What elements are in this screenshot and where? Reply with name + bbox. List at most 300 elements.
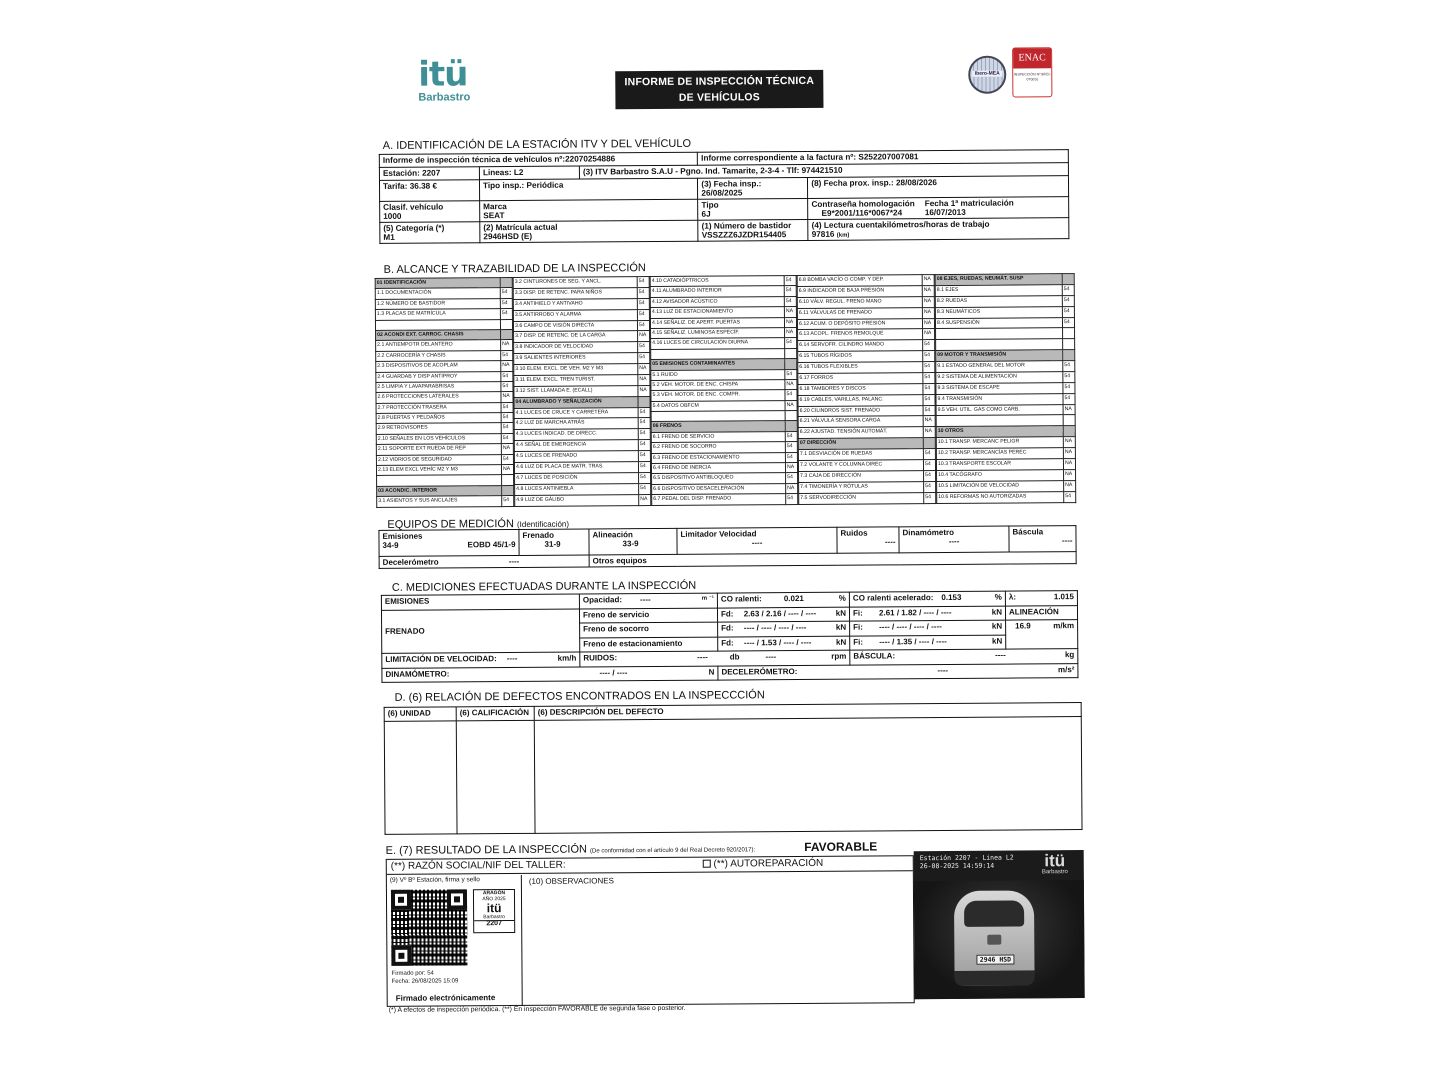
c-est-fi-label: Fi: bbox=[853, 637, 864, 647]
b-item-result: NA bbox=[1064, 480, 1076, 491]
b-item-label: 6.11 VÁLVULAS DE FRENADO bbox=[797, 307, 922, 319]
car-bumper bbox=[955, 970, 1035, 986]
b-item-label: 3.9 SALIENTES INTERIORES bbox=[514, 353, 638, 365]
b-item-result: 54 bbox=[785, 369, 797, 379]
b-item-result: 54 bbox=[501, 371, 513, 381]
itv-barbastro-logo bbox=[418, 54, 498, 104]
eq-dinamometro-value: ---- bbox=[948, 536, 960, 546]
b-item-label bbox=[936, 328, 1063, 340]
b-item-result: NA bbox=[1063, 404, 1075, 415]
b-item-label: 5.3 VEH. MOTOR. DE ENC. COMPR. bbox=[651, 390, 785, 401]
b-item-result: 54 bbox=[501, 423, 513, 433]
section-b-column bbox=[513, 276, 652, 507]
b-item-result: 54 bbox=[500, 309, 512, 319]
c-co-acel-label: CO ralenti acelerado: bbox=[852, 593, 934, 603]
b-item-result: 54 bbox=[923, 394, 935, 405]
c-rpm-value: ---- bbox=[765, 652, 777, 662]
eq-bascula-value: ---- bbox=[1061, 536, 1073, 546]
b-group-header: 04 ALUMBRADO Y SEÑALIZACIÓN bbox=[514, 396, 638, 408]
b-item-result: NA bbox=[784, 307, 796, 317]
b-item-result: 54 bbox=[501, 350, 513, 360]
fecha-insp: (3) Fecha insp.: 26/08/2025 bbox=[698, 177, 808, 199]
c-serv-fi bbox=[849, 606, 1005, 622]
marca-label: Marca bbox=[483, 202, 507, 212]
b-item-result: 54 bbox=[1062, 284, 1074, 295]
b-item-label: 4.3 LUCES INDICAD. DE DIRECC. bbox=[514, 429, 638, 441]
c-serv-fd bbox=[717, 607, 849, 622]
eq-otros-label: Otros equipos bbox=[592, 556, 647, 566]
b-item-label: 1.3 PLACAS DE MATRÍCULA bbox=[375, 309, 500, 320]
b-item-result: 54 bbox=[923, 351, 935, 362]
b-item-result: 54 bbox=[1063, 371, 1075, 382]
photo-logo bbox=[1042, 852, 1068, 875]
section-b-grid bbox=[375, 273, 1077, 507]
b-item-label: 4.1 LUCES DE CRUCE Y CARRETERA bbox=[514, 407, 638, 419]
eq-decel bbox=[379, 555, 589, 568]
b-row bbox=[377, 496, 514, 507]
c-opacidad-unit: m ⁻¹ bbox=[701, 595, 714, 602]
c-alineacion-value-cell bbox=[1006, 620, 1078, 650]
bastidor-value: VSSZZZ6JZDR154405 bbox=[701, 230, 787, 240]
c-serv-fd-unit: kN bbox=[835, 608, 847, 618]
b-item-result bbox=[1063, 426, 1075, 437]
b-item-result: 54 bbox=[501, 413, 513, 423]
matricula-label: (2) Matrícula actual bbox=[483, 222, 558, 233]
b-item-result: 54 bbox=[1062, 317, 1074, 328]
b-item-label: 6.21 VÁLVULA SENSORA CARGA bbox=[798, 416, 923, 428]
b-item-label: 6.6 DISPOSITIVO DESACELERACIÓN bbox=[652, 483, 786, 494]
b-item-result: NA bbox=[922, 307, 934, 318]
section-b-column bbox=[797, 274, 937, 505]
observaciones-label: (10) OBSERVACIONES bbox=[528, 876, 614, 886]
homolog-matric-cell bbox=[808, 197, 1069, 220]
c-limit-label: LIMITACIÓN DE VELOCIDAD: bbox=[385, 654, 497, 664]
c-serv-fi-value: 2.61 / 1.82 / ---- / ---- bbox=[878, 607, 952, 617]
eq-frenado-value: 31-9 bbox=[544, 539, 561, 549]
categoria-cell bbox=[380, 222, 480, 244]
stamp-num: 2207 bbox=[474, 920, 514, 927]
b-group-header: 03 ACONDIC. INTERIOR bbox=[377, 485, 502, 496]
b-item-result: 54 bbox=[638, 342, 650, 353]
b-item-label: 4.10 CATADIÓPTRICOS bbox=[650, 276, 784, 287]
b-item-result: NA bbox=[1063, 448, 1075, 459]
report-title-box bbox=[615, 70, 823, 109]
matricula-cell bbox=[480, 220, 698, 243]
photo-line1: Estación 2207 - Linea L2 bbox=[919, 853, 1014, 863]
b-item-result: 54 bbox=[500, 298, 512, 308]
b-item-result: NA bbox=[785, 379, 797, 389]
b-item-label: 10.2 TRANSP. MERCANCÍAS PEREC bbox=[936, 448, 1063, 460]
b-item-result: NA bbox=[922, 296, 934, 307]
lectura-value: 97816 bbox=[811, 229, 835, 239]
logo-sub-text: Barbastro bbox=[418, 91, 471, 104]
b-item-result bbox=[1063, 350, 1075, 361]
c-bascula bbox=[850, 649, 1078, 665]
b-item-label: 4.4 SEÑAL DE EMERGENCIA bbox=[514, 440, 638, 452]
c-soc-fd-label: Fd: bbox=[721, 623, 734, 633]
b-item-label: 2.4 GUARDAB Y DISP ANTIPROY bbox=[376, 371, 501, 382]
b-item-result: NA bbox=[922, 275, 934, 286]
b-item-result: 54 bbox=[639, 483, 651, 494]
b-item-label: 2.7 PROTECCIÓN TRASERA bbox=[376, 402, 501, 413]
b-item-label: 9.5 VEH. UTIL. GAS COMO CARB. bbox=[936, 404, 1063, 416]
b-item-label: 1.1 DOCUMENTACIÓN bbox=[375, 288, 500, 299]
b-item-label: 3.4 ANTIHIELO Y ANTIVAHO bbox=[513, 298, 637, 310]
b-item-result: NA bbox=[501, 465, 513, 475]
c-soc-fd bbox=[718, 621, 850, 636]
b-row bbox=[652, 494, 798, 505]
marca-cell bbox=[480, 199, 698, 222]
factura-num: Informe correspondiente a la factura nº: S252207007081 bbox=[698, 150, 1069, 166]
b-item-label: 4.7 LUCES DE POSICIÓN bbox=[515, 472, 639, 484]
tipo-value: 6J bbox=[701, 209, 711, 219]
b-item-result: 54 bbox=[638, 407, 650, 418]
c-co-acel bbox=[849, 591, 1005, 607]
b-item-label: 6.10 VÁLV. REGUL. FRENO MANO bbox=[797, 296, 922, 308]
c-limit-unit: km/h bbox=[557, 653, 577, 663]
b-item-label: 2.13 ELEM EXCL VEHÍC M2 Y M3 bbox=[376, 465, 501, 476]
categoria-label: (5) Categoría (*) bbox=[383, 223, 445, 233]
eq-decel-label: Decelerómetro bbox=[382, 557, 439, 567]
resultado-favorable: FAVORABLE bbox=[804, 839, 878, 854]
b-item-result: NA bbox=[923, 427, 935, 438]
b-item-result bbox=[785, 359, 797, 369]
photo-line2: 26-08-2025 14:59:14 bbox=[919, 861, 995, 871]
b-item-label: 6.8 BOMBA VACÍO O COMP. Y DEP. bbox=[797, 275, 922, 287]
b-item-result: NA bbox=[1064, 469, 1076, 480]
b-item-label: 6.12 ACUM. O DEPÓSITO PRESIÓN bbox=[797, 318, 922, 330]
b-row bbox=[799, 492, 936, 504]
b-item-label: 6.17 FORROS bbox=[798, 373, 923, 385]
homolog-value: E9*2001/116*0067*24 bbox=[821, 208, 903, 218]
c-est-fd bbox=[718, 636, 850, 651]
b-item-label: 9.2 SISTEMA DE ALIMENTACIÓN bbox=[936, 372, 1063, 384]
b-item-label: 2.6 PROTECCIONES LATERALES bbox=[376, 392, 501, 403]
section-b-column bbox=[935, 273, 1077, 504]
b-item-label bbox=[936, 415, 1063, 427]
b-group-header: 01 IDENTIFICACIÓN bbox=[375, 278, 500, 289]
b-item-result: NA bbox=[501, 444, 513, 454]
clasif-value: 1000 bbox=[383, 211, 402, 221]
enac-label: ENAC bbox=[1013, 48, 1051, 68]
c-alineacion-unit: m/km bbox=[1053, 621, 1075, 631]
section-e-note: (De conformidad con el artículo 9 del Real Decreto 920/2017): bbox=[590, 847, 756, 855]
taller-row bbox=[387, 856, 913, 875]
c-est-fd-label: Fd: bbox=[721, 637, 734, 648]
section-b-title: B. ALCANCE Y TRAZABILIDAD DE LA INSPECCIÓN bbox=[383, 262, 646, 276]
b-item-result bbox=[502, 485, 514, 495]
b-item-result bbox=[1062, 274, 1074, 285]
d-col-unidad: (6) UNIDAD bbox=[384, 707, 456, 722]
d-calif-body bbox=[456, 720, 535, 834]
equipos-title-text: EQUIPOS DE MEDICIÓN bbox=[387, 518, 514, 531]
b-group-header: 02 ACONDI EXT. CARROC. CHASIS bbox=[376, 330, 501, 341]
b-item-label: 6.3 FRENO DE ESTACIONAMIENTO bbox=[651, 452, 785, 463]
b-item-result: 54 bbox=[923, 405, 935, 416]
eq-alineacion-label: Alineación bbox=[592, 530, 633, 540]
b-item-result: NA bbox=[784, 317, 796, 327]
lectura-unit: (km) bbox=[836, 232, 850, 239]
section-b-column bbox=[375, 277, 515, 508]
b-item-label: 8.1 EJES bbox=[935, 285, 1062, 297]
b-item-result: NA bbox=[1063, 458, 1075, 469]
eq-alineacion bbox=[589, 528, 677, 555]
eq-limitador-value: ---- bbox=[751, 538, 763, 548]
b-item-label: 3.11 ELEM. EXCL. TREN TURIST. bbox=[514, 375, 638, 387]
b-item-label: 6.16 TUBOS FLEXIBLES bbox=[798, 362, 923, 374]
c-lambda-value: 1.015 bbox=[1053, 592, 1074, 602]
b-item-result: 54 bbox=[500, 288, 512, 298]
b-item-label: 4.16 LUCES DE CIRCULACIÓN DIURNA bbox=[651, 338, 785, 349]
b-item-result bbox=[923, 438, 935, 449]
c-ruidos-value: ---- bbox=[697, 652, 708, 662]
c-soc-fi-label: Fi: bbox=[853, 622, 863, 632]
autorep bbox=[703, 858, 824, 870]
c-alineacion-label: ALINEACIÓN bbox=[1005, 605, 1077, 620]
bastidor-label: (1) Número de bastidor bbox=[701, 221, 792, 231]
license-plate: 2946 HSD bbox=[976, 955, 1014, 965]
d-col-calif: (6) CALIFICACIÓN bbox=[456, 706, 534, 721]
b-item-result: 54 bbox=[638, 440, 650, 451]
b-item-result: NA bbox=[501, 392, 513, 402]
b-item-result: 54 bbox=[501, 433, 513, 443]
b-item-result: NA bbox=[785, 400, 797, 410]
c-frenado: FRENADO bbox=[381, 609, 579, 654]
b-item-label: 2.11 SOPORTE EXT RUEDA DE REP bbox=[376, 444, 501, 455]
b-row bbox=[515, 494, 651, 506]
b-item-label: 2.2 CARROCERÍA Y CHASIS bbox=[376, 350, 501, 361]
c-serv-fi-unit: kN bbox=[991, 607, 1003, 617]
b-item-label: 5.1 RUIDO bbox=[651, 369, 785, 380]
car-rear bbox=[954, 890, 1035, 986]
c-limit bbox=[382, 652, 580, 668]
section-e-title-text: E. (7) RESULTADO DE LA INSPECCIÓN bbox=[385, 843, 588, 857]
photo-logo-main: itü bbox=[1044, 851, 1066, 871]
b-item-label: 3.5 ANTIRROBO Y ALARMA bbox=[513, 309, 637, 321]
c-decel-unit: m/s² bbox=[1057, 664, 1075, 674]
b-item-result: 54 bbox=[1062, 306, 1074, 317]
b-item-result bbox=[1063, 339, 1075, 350]
marca-value: SEAT bbox=[483, 211, 505, 221]
b-item-label: 10.3 TRANSPORTE ESCOLAR bbox=[936, 459, 1063, 471]
section-c-title: C. MEDICIONES EFECTUADAS DURANTE LA INSPECCIÓN bbox=[391, 579, 697, 594]
matric1-label: Fecha 1ª matriculación bbox=[924, 198, 1014, 209]
b-item-result: 54 bbox=[501, 381, 513, 391]
b-item-result: 54 bbox=[785, 452, 797, 462]
section-a-table bbox=[379, 149, 1070, 244]
c-opacidad bbox=[579, 593, 717, 608]
b-item-label: 8.3 NEUMÁTICOS bbox=[935, 306, 1062, 318]
qr-finder-tr bbox=[447, 889, 467, 909]
b-item-result: 54 bbox=[924, 481, 936, 492]
b-item-label: 8.4 SUSPENSIÓN bbox=[935, 317, 1062, 329]
c-rpm-unit: rpm bbox=[831, 651, 847, 661]
c-freno-servicio: Freno de servicio bbox=[579, 608, 717, 623]
section-e-box bbox=[386, 855, 915, 1007]
stamp-name: Barbastro bbox=[483, 914, 505, 921]
b-item-result: 54 bbox=[923, 449, 935, 460]
b-item-label: 6.22 AJUSTAD. TENSIÓN AUTOMÁT. bbox=[798, 427, 923, 439]
b-item-result: NA bbox=[639, 494, 651, 505]
logo-main-text: itü bbox=[418, 54, 468, 95]
c-co-ralenti-unit: % bbox=[838, 593, 846, 603]
b-item-label: 2.12 VIDRIOS DE SEGURIDAD bbox=[376, 454, 501, 465]
b-item-result: 54 bbox=[1063, 382, 1075, 393]
b-item-result: NA bbox=[785, 327, 797, 337]
b-item-label: 9.3 SISTEMA DE ESCAPE bbox=[936, 382, 1063, 394]
qr-finder-bl bbox=[391, 946, 411, 966]
section-d-title: D. (6) RELACIÓN DE DEFECTOS ENCONTRADOS EN LA INSPECCCIÓN bbox=[394, 689, 765, 704]
tipo-label: Tipo bbox=[701, 200, 719, 210]
b-item-label: 4.11 ALUMBRADO INTERIOR bbox=[650, 286, 784, 297]
bastidor-cell bbox=[698, 219, 808, 241]
b-item-result: 54 bbox=[923, 340, 935, 351]
b-item-result: 54 bbox=[637, 298, 649, 309]
c-emisiones: EMISIONES bbox=[381, 594, 579, 610]
b-item-label: 6.13 ACOPL. FRENOS REMOLQUE bbox=[798, 329, 923, 341]
b-group-header: 08 EJES, RUEDAS, NEUMÁT. SUSP bbox=[935, 274, 1062, 286]
tipo-insp: Tipo insp.: Periódica bbox=[479, 178, 697, 201]
b-item-result: NA bbox=[786, 483, 798, 493]
eq-dinamometro-label: Dinamómetro bbox=[902, 527, 955, 538]
b-item-label: 3.12 SIST. LLAMADA E. (ECALL) bbox=[514, 385, 638, 397]
b-item-result: 54 bbox=[501, 402, 513, 412]
b-item-label: 10.1 TRANSP. MERCANC PELIGR bbox=[936, 437, 1063, 449]
b-item-label: 5.4 DATOS OBFCM bbox=[651, 400, 785, 411]
ibero-mea-seal-icon bbox=[968, 56, 1006, 94]
c-bascula-label: BÁSCULA: bbox=[853, 651, 896, 661]
c-bascula-value: ---- bbox=[995, 650, 1006, 660]
b-item-label: 4.8 LUCES ANTINIEBLA bbox=[515, 483, 639, 495]
b-item-label: 2.8 PUERTAS Y PELDAÑOS bbox=[376, 413, 501, 424]
c-est-fd-value: ---- / 1.53 / ---- / ---- bbox=[743, 637, 812, 647]
b-item-label: 6.4 FRENO DE INERCIA bbox=[651, 463, 785, 474]
b-item-label: 10.6 REFORMAS NO AUTORIZADAS bbox=[937, 491, 1064, 503]
b-item-result: 54 bbox=[502, 496, 514, 506]
c-serv-fi-label: Fi: bbox=[852, 608, 863, 618]
b-item-label: 6.19 CABLES, VARILLAS, PALANC. bbox=[798, 394, 923, 406]
b-item-result: 54 bbox=[786, 473, 798, 483]
clasif-cell bbox=[380, 201, 480, 223]
seal-text: Ibero-MEA bbox=[972, 71, 1002, 77]
c-lambda bbox=[1005, 591, 1077, 606]
b-item-label: 6.2 FRENO DE SOCORRO bbox=[651, 442, 785, 453]
b-item-result: 54 bbox=[637, 320, 649, 331]
b-item-result: 54 bbox=[638, 429, 650, 440]
eq-bascula-label: Báscula bbox=[1012, 527, 1044, 537]
c-co-acel-unit: % bbox=[994, 592, 1002, 602]
vb-label: (9) Vº Bº Estación, firma y sello bbox=[389, 876, 480, 884]
vehicle-photo bbox=[914, 850, 1085, 999]
c-decel bbox=[718, 663, 1078, 680]
c-alineacion-value: 16.9 bbox=[1015, 621, 1031, 631]
c-soc-fd-unit: kN bbox=[835, 622, 847, 632]
informe-num: Informe de inspección técnica de vehículos nº:22070254886 bbox=[379, 152, 697, 167]
b-item-label: 6.5 DISPOSITIVO ANTIBLOQUEO bbox=[652, 473, 786, 484]
eq-alineacion-value: 33-9 bbox=[622, 539, 639, 549]
b-item-result: NA bbox=[638, 364, 650, 375]
b-item-result: 54 bbox=[924, 492, 936, 503]
qr-code-icon bbox=[391, 889, 468, 966]
b-item-label: 7.1 DESVIACIÓN DE RUEDAS bbox=[798, 449, 923, 461]
c-co-ralenti-value: 0.021 bbox=[783, 593, 804, 604]
photo-logo-sub: Barbastro bbox=[1041, 869, 1068, 876]
eq-ruidos-value: ---- bbox=[884, 537, 896, 547]
c-bascula-unit: kg bbox=[1064, 650, 1075, 660]
b-item-result: 54 bbox=[637, 277, 649, 288]
eq-frenado bbox=[519, 529, 589, 555]
b-item-label: 6.1 FRENO DE SERVICIO bbox=[651, 431, 785, 442]
b-item-label: 5.2 VEH. MOTOR. DE ENC. CHISPA bbox=[651, 380, 785, 391]
eq-emisiones-v2: EOBD 45/1-9 bbox=[467, 539, 516, 550]
autorep-label: (**) AUTOREPARACIÓN bbox=[713, 857, 824, 870]
eq-emisiones-label: Emisiones bbox=[382, 531, 423, 541]
b-item-result: 54 bbox=[784, 296, 796, 306]
firmado-por: Firmado por: 54 bbox=[391, 970, 434, 977]
firma-info bbox=[391, 969, 458, 985]
eq-limitador bbox=[677, 527, 837, 554]
report-title-line1: INFORME DE INSPECCIÓN TÉCNICA bbox=[624, 74, 815, 89]
b-item-label: 10.4 TACÓGRAFO bbox=[937, 469, 1064, 481]
b-item-result: 54 bbox=[1063, 361, 1075, 372]
b-item-result bbox=[1063, 328, 1075, 339]
b-item-label: 3.6 CAMPO DE VISIÓN DIRECTA bbox=[513, 320, 637, 332]
b-item-label: 3.1 ASIENTOS Y SUS ANCLAJES bbox=[377, 496, 502, 507]
d-col-desc: (6) DESCRIPCIÓN DEL DEFECTO bbox=[534, 703, 1081, 721]
b-item-label: 3.8 INDICADOR DE VELOCIDAD bbox=[514, 342, 638, 354]
b-item-label: 6.14 SERVOFR. CILINDRO MANDO bbox=[798, 340, 923, 352]
b-item-label: 8.2 RUEDAS bbox=[935, 295, 1062, 307]
b-item-result: NA bbox=[923, 416, 935, 427]
estacion: Estación: 2207 bbox=[379, 167, 479, 181]
c-decel-label: DECELERÓMETRO: bbox=[721, 666, 798, 677]
eq-decel-value: ---- bbox=[508, 556, 520, 567]
firma-box bbox=[387, 875, 523, 1007]
c-est-fi bbox=[850, 635, 1006, 651]
b-item-label: 9.1 ESTADO GENERAL DEL MOTOR bbox=[936, 361, 1063, 373]
c-co-ralenti bbox=[717, 592, 849, 607]
c-serv-fd-label: Fd: bbox=[720, 608, 734, 619]
b-item-result: 54 bbox=[786, 494, 798, 504]
b-item-label: 6.20 CILINDROS SIST. FRENADO bbox=[798, 405, 923, 417]
c-opacidad-label: Opacidad: bbox=[582, 595, 623, 605]
b-item-result bbox=[785, 348, 797, 358]
b-item-result: 54 bbox=[785, 442, 797, 452]
b-item-label: 3.3 DISP. DE RETENC. PARA NIÑOS bbox=[513, 288, 637, 300]
b-row bbox=[937, 491, 1076, 503]
b-item-result: 54 bbox=[638, 418, 650, 429]
b-item-result: 54 bbox=[923, 362, 935, 373]
eq-bascula bbox=[1009, 526, 1076, 552]
b-item-result: 54 bbox=[637, 287, 649, 298]
lineas: Lineas: L2 bbox=[479, 166, 579, 180]
b-item-result: NA bbox=[638, 374, 650, 385]
b-item-label: 4.13 LUZ DE ESTACIONAMIENTO bbox=[650, 307, 784, 318]
c-opacidad-value: ---- bbox=[640, 595, 651, 605]
b-item-result bbox=[1063, 415, 1075, 426]
b-item-label: 4.15 SEÑALIZ. LUMINOSA ESPECÍF. bbox=[651, 328, 785, 339]
b-item-result bbox=[501, 329, 513, 339]
photo-stamp bbox=[920, 854, 1014, 871]
lectura-label: (4) Lectura cuentakilómetros/horas de trabajo bbox=[811, 219, 990, 230]
b-item-label: 4.6 LUZ DE PLACA DE MATR. TRAS. bbox=[514, 462, 638, 474]
b-item-result: NA bbox=[638, 331, 650, 342]
c-est-fi-unit: kN bbox=[991, 636, 1003, 646]
c-dinam-unit: N bbox=[708, 667, 715, 677]
matricula-value: 2946HSD (E) bbox=[483, 231, 533, 242]
b-item-label: 2.5 LIMPIA Y LAVAPARABRISAS bbox=[376, 382, 501, 393]
b-item-result bbox=[502, 475, 514, 485]
